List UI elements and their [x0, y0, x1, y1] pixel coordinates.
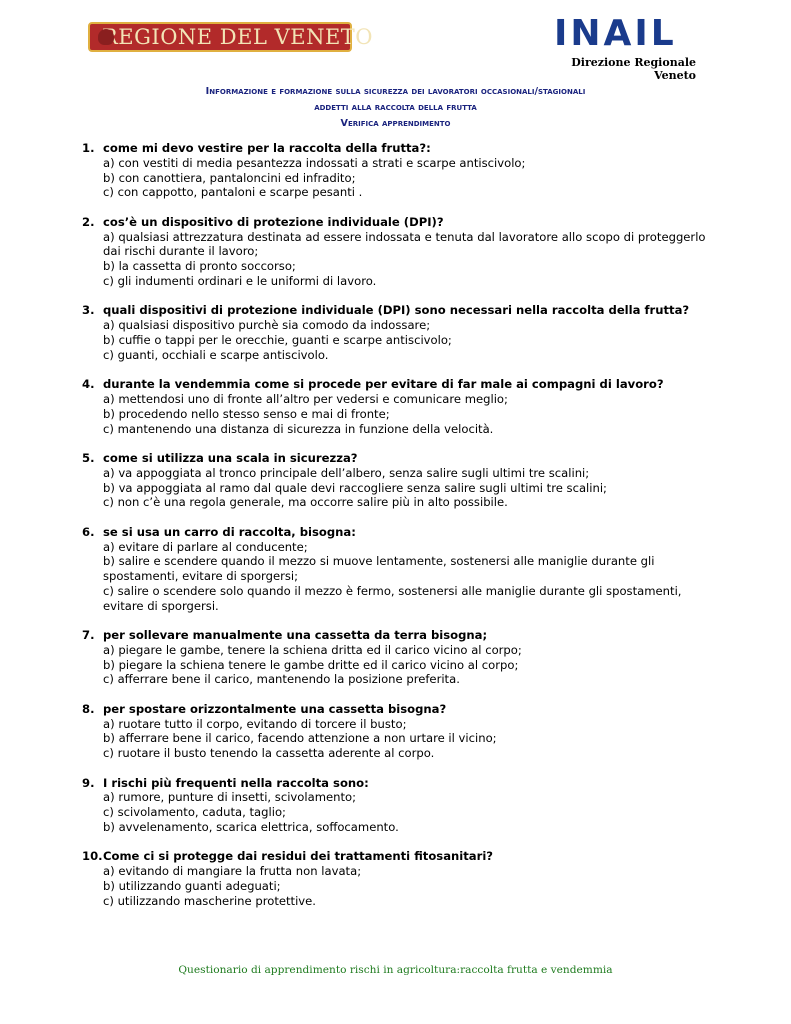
- answer-option: a) piegare le gambe, tenere la schiena dritta ed il carico vicino al corpo;: [103, 642, 522, 657]
- answer-option: b) la cassetta di pronto soccorso;: [103, 259, 296, 274]
- answer-option: c) guanti, occhiali e scarpe antiscivolo.: [103, 347, 329, 362]
- regione-veneto-logo: [88, 22, 374, 52]
- question-number: 3.: [82, 303, 95, 318]
- answer-option: b) avvelenamento, scarica elettrica, soffocamento.: [103, 820, 399, 835]
- answer-option: b) cuffie o tappi per le orecchie, guanti e scarpe antiscivolo;: [103, 332, 452, 347]
- answer-option: a) mettendosi uno di fronte all’altro per vedersi e comunicare meglio;: [103, 391, 508, 406]
- question-row: [82, 377, 722, 392]
- page-footer: Questionario di apprendimento rischi in agricoltura:raccolta frutta e vendemmia: [178, 964, 613, 976]
- question-number: 9.: [82, 775, 95, 790]
- answer-option: b) procedendo nello stesso senso e mai di fronte;: [103, 406, 390, 421]
- answer-option: c) ruotare il busto tenendo la cassetta aderente al corpo.: [103, 746, 435, 761]
- question-row: [82, 849, 722, 864]
- question-text: I rischi più frequenti nella raccolta sono:: [103, 775, 369, 790]
- question-item: [82, 628, 722, 687]
- title-line-2: addetti alla raccolta della frutta: [314, 102, 477, 113]
- question-text: quali dispositivi di protezione individuale (DPI) sono necessari nella raccolta della frutta?: [103, 303, 690, 318]
- question-text: Come ci si protegge dai residui dei trattamenti fitosanitari?: [103, 849, 494, 864]
- question-list: [82, 141, 722, 923]
- question-item: [82, 525, 722, 614]
- question-number: 8.: [82, 701, 95, 716]
- question-item: [82, 702, 722, 761]
- question-item: [82, 451, 722, 510]
- answer-option: c) con cappotto, pantaloni e scarpe pesanti .: [103, 185, 363, 200]
- answer-option: b) va appoggiata al ramo dal quale devi raccogliere senza salire sugli ultimi tre scalini;: [103, 480, 607, 495]
- question-text: come si utilizza una scala in sicurezza?: [103, 450, 358, 465]
- answer-option: a) con vestiti di media pesantezza indossati a strati e scarpe antiscivolo;: [103, 155, 526, 170]
- question-text: come mi devo vestire per la raccolta della frutta?:: [103, 141, 431, 155]
- question-row: [82, 215, 722, 230]
- question-item: [82, 377, 722, 436]
- answer-option: a) rumore, punture di insetti, scivolamento;: [103, 790, 357, 805]
- page-header: [0, 0, 791, 80]
- question-row: [82, 451, 722, 466]
- inail-logo: INAIL: [554, 13, 677, 54]
- answer-option: a) va appoggiata al tronco principale dell’albero, senza salire sugli ultimi tre scalini;: [103, 465, 590, 480]
- answer-option: b) piegare la schiena tenere le gambe dritte ed il carico vicino al corpo;: [103, 657, 519, 672]
- inail-subtitle: Direzione Regionale Veneto: [571, 56, 696, 82]
- answer-option: c) afferrare bene il carico, mantenendo la posizione preferita.: [103, 672, 460, 687]
- answer-option: a) ruotare tutto il corpo, evitando di torcere il busto;: [103, 716, 407, 731]
- question-number: 4.: [82, 377, 95, 392]
- answer-option: c) non c’è una regola generale, ma occorre salire più in alto possibile.: [103, 495, 508, 510]
- question-number: 7.: [82, 628, 95, 643]
- answer-option: c) salire o scendere solo quando il mezzo è fermo, sostenersi alle maniglie durante gli spostamenti, evitare di sporgersi.: [103, 583, 682, 613]
- question-text: per sollevare manualmente una cassetta da terra bisogna;: [103, 628, 488, 643]
- answer-option: b) salire e scendere quando il mezzo si muove lentamente, sostenersi alle maniglie durante gli spostamenti, evitare di sporgersi;: [103, 554, 655, 584]
- question-number: 5.: [82, 450, 95, 465]
- question-row: [82, 776, 722, 791]
- answer-option: c) gli indumenti ordinari e le uniformi di lavoro.: [103, 273, 377, 288]
- question-number: 2.: [82, 214, 95, 229]
- question-row: [82, 525, 722, 540]
- answer-option: c) utilizzando mascherine protettive.: [103, 893, 316, 908]
- question-item: [82, 215, 722, 289]
- answer-option: c) scivolamento, caduta, taglio;: [103, 805, 286, 820]
- regione-veneto-logo-text: REGIONE DEL VENETO: [102, 25, 374, 49]
- question-row: [82, 702, 722, 717]
- question-item: [82, 141, 722, 200]
- question-text: se si usa un carro di raccolta, bisogna:: [103, 524, 356, 539]
- answer-option: c) mantenendo una distanza di sicurezza in funzione della velocità.: [103, 421, 494, 436]
- question-item: [82, 849, 722, 908]
- question-text: per spostare orizzontalmente una cassetta bisogna?: [103, 701, 447, 716]
- document-title: [0, 84, 791, 132]
- question-number: 6.: [82, 524, 95, 539]
- title-line-3: Verifica apprendimento: [340, 118, 451, 129]
- answer-option: b) con canottiera, pantaloncini ed infradito;: [103, 170, 356, 185]
- question-row: [82, 303, 722, 318]
- answer-option: a) evitando di mangiare la frutta non lavata;: [103, 864, 362, 879]
- question-row: [82, 141, 722, 156]
- title-line-1: Informazione e formazione sulla sicurezza dei lavoratori occasionali/stagionali: [205, 86, 586, 97]
- question-number: 1.: [82, 141, 95, 155]
- answer-option: b) utilizzando guanti adeguati;: [103, 879, 281, 894]
- answer-option: a) evitare di parlare al conducente;: [103, 539, 308, 554]
- question-text: cos’è un dispositivo di protezione individuale (DPI)?: [103, 214, 444, 229]
- question-item: [82, 303, 722, 362]
- question-item: [82, 776, 722, 835]
- question-number: 10.: [82, 849, 103, 864]
- answer-option: b) afferrare bene il carico, facendo attenzione a non urtare il vicino;: [103, 731, 497, 746]
- question-row: [82, 628, 722, 643]
- answer-option: a) qualsiasi dispositivo purchè sia comodo da indossare;: [103, 318, 431, 333]
- question-text: durante la vendemmia come si procede per evitare di far male ai compagni di lavoro?: [103, 377, 664, 392]
- answer-option: a) qualsiasi attrezzatura destinata ad essere indossata e tenuta dal lavoratore allo scopo di proteggerlo dai rischi durante il lavoro;: [103, 229, 706, 259]
